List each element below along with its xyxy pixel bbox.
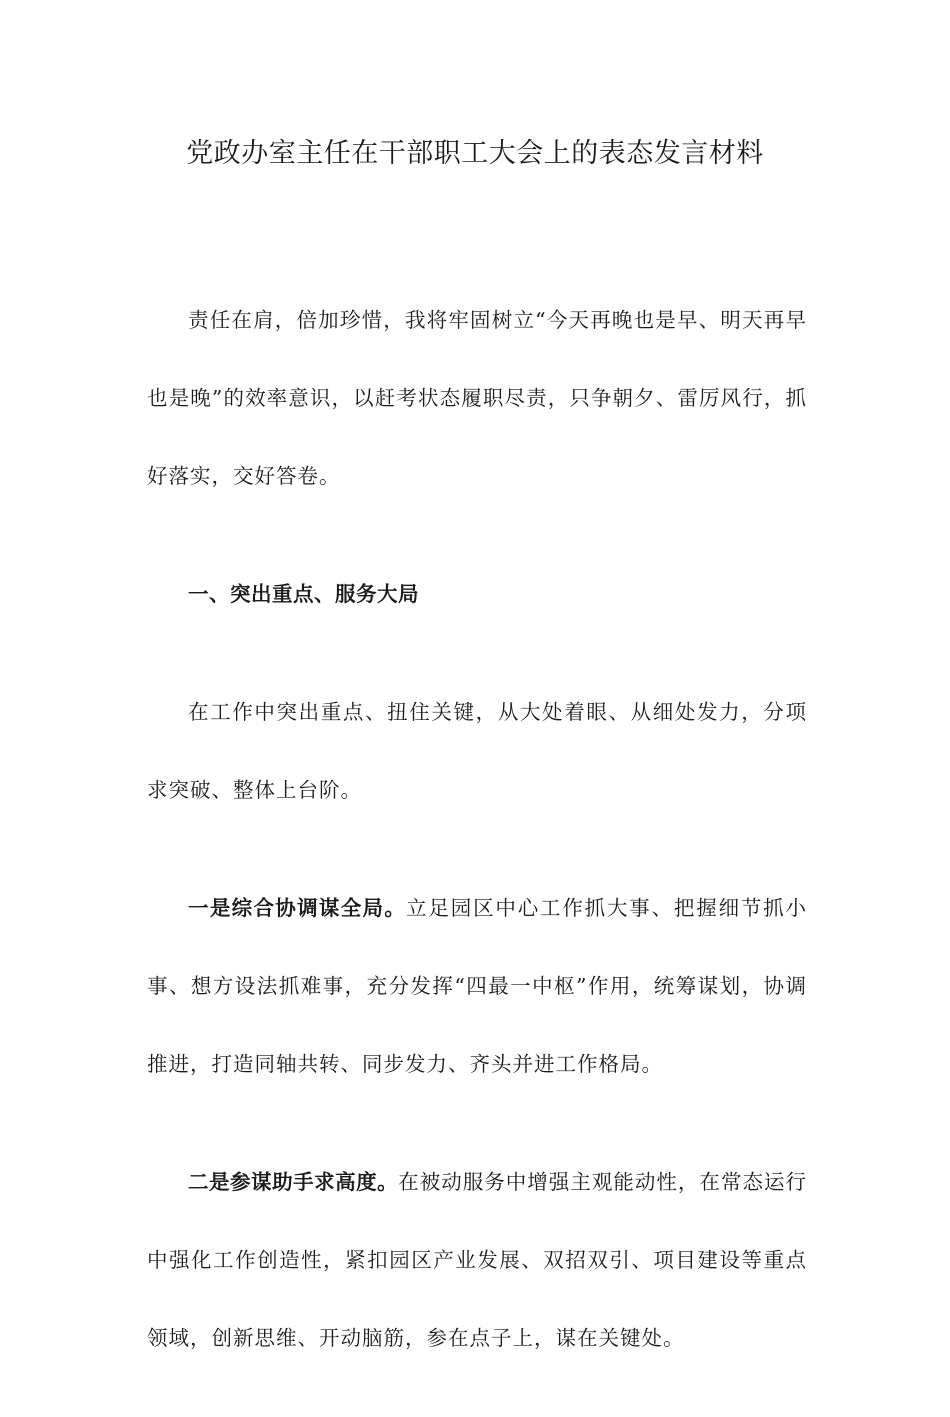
paragraph-text: 在工作中突出重点、扭住关键，从大处着眼、从细处发力，分项求突破、整体上台阶。 [147,700,807,802]
section-heading-text: 一、突出重点、服务大局 [188,582,419,606]
paragraph-text: 在被动服务中增强主观能动性，在常态运行中强化工作创造性，紧扣园区产业发展、双招双引、项目建设等重点领域，创新思维、开动脑筋，参在点子上，谋在关键处。 [147,1170,808,1350]
point-lead: 一是综合协调谋全局。 [188,896,407,920]
paragraph-text: 立足园区中心工作抓大事、把握细节抓小事、想方设法抓难事，充分发挥“四最一中枢”作用，统筹谋划，协调推进，打造同轴共转、同步发力、齐头并进工作格局。 [147,896,808,1076]
point-paragraph-1 [147,869,807,1103]
section-heading [147,555,807,633]
point-lead: 二是参谋助手求高度。 [188,1170,399,1194]
point-paragraph-2 [147,1143,807,1377]
document-body [147,281,807,1417]
section-intro-paragraph [147,673,807,829]
intro-paragraph [147,281,807,515]
paragraph-text: 责任在肩，倍加珍惜，我将牢固树立“今天再晚也是早、明天再早也是晚”的效率意识，以赶考状态履职尽责，只争朝夕、雷厉风行，抓好落实，交好答卷。 [147,308,807,488]
document-title: 党政办室主任在干部职工大会上的表态发言材料 [186,138,764,169]
